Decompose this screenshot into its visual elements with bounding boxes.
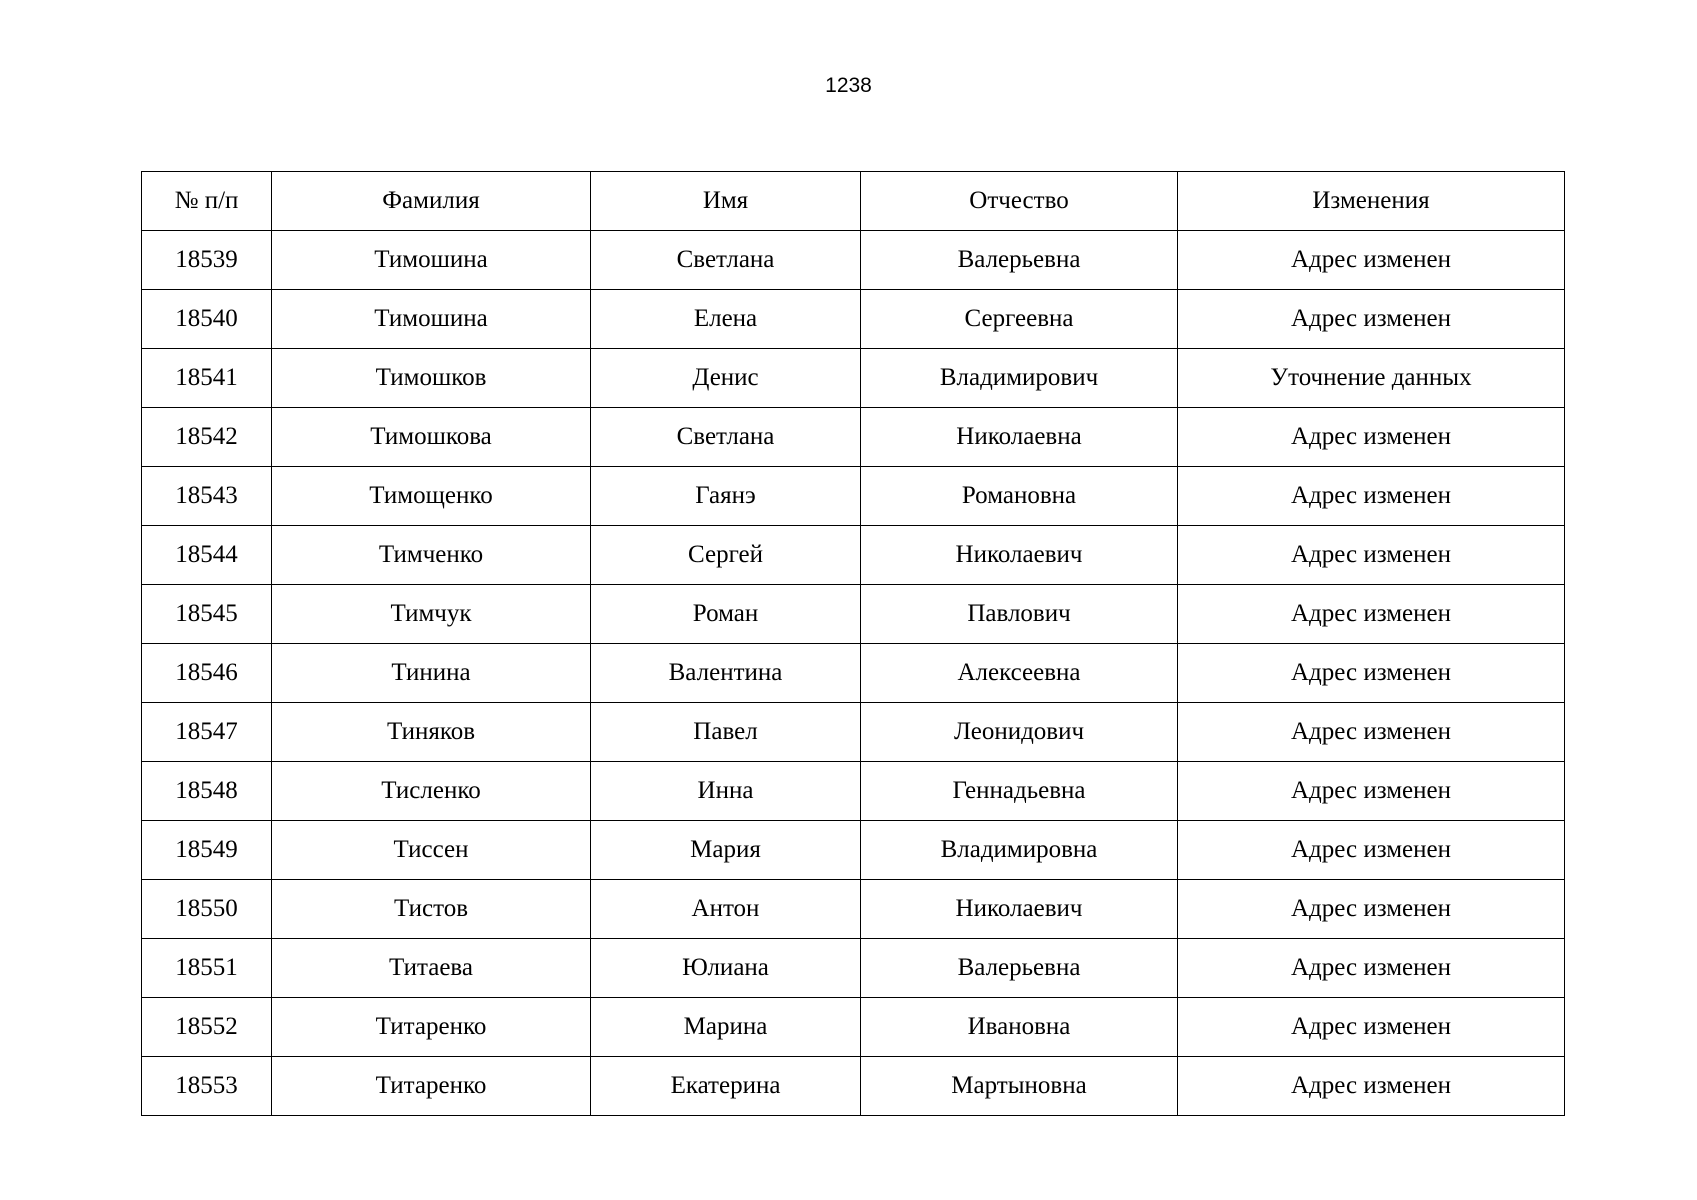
cell-changes: Адрес изменен	[1178, 998, 1565, 1057]
cell-changes: Адрес изменен	[1178, 290, 1565, 349]
cell-first-name: Павел	[591, 703, 861, 762]
cell-num: 18553	[142, 1057, 272, 1116]
table-row	[142, 408, 1565, 467]
cell-num: 18547	[142, 703, 272, 762]
cell-num: 18551	[142, 939, 272, 998]
cell-last-name: Тиссен	[272, 821, 591, 880]
table-row	[142, 644, 1565, 703]
cell-num: 18541	[142, 349, 272, 408]
cell-num: 18543	[142, 467, 272, 526]
cell-patronymic: Владимировна	[861, 821, 1178, 880]
cell-first-name: Екатерина	[591, 1057, 861, 1116]
table-row	[142, 1057, 1565, 1116]
table-body	[142, 231, 1565, 1116]
cell-num: 18545	[142, 585, 272, 644]
cell-changes: Адрес изменен	[1178, 644, 1565, 703]
cell-num: 18542	[142, 408, 272, 467]
cell-changes: Уточнение данных	[1178, 349, 1565, 408]
cell-last-name: Тистов	[272, 880, 591, 939]
table-row	[142, 467, 1565, 526]
cell-first-name: Юлиана	[591, 939, 861, 998]
cell-first-name: Марина	[591, 998, 861, 1057]
cell-changes: Адрес изменен	[1178, 703, 1565, 762]
table-row	[142, 231, 1565, 290]
cell-first-name: Инна	[591, 762, 861, 821]
cell-first-name: Гаянэ	[591, 467, 861, 526]
cell-first-name: Светлана	[591, 408, 861, 467]
cell-changes: Адрес изменен	[1178, 1057, 1565, 1116]
page-number: 1238	[825, 74, 872, 97]
table-header	[142, 172, 1565, 231]
cell-patronymic: Николаевич	[861, 880, 1178, 939]
header-num: № п/п	[142, 172, 272, 231]
cell-last-name: Тимошков	[272, 349, 591, 408]
table-row	[142, 585, 1565, 644]
cell-changes: Адрес изменен	[1178, 762, 1565, 821]
table-row	[142, 762, 1565, 821]
cell-changes: Адрес изменен	[1178, 939, 1565, 998]
cell-first-name: Роман	[591, 585, 861, 644]
cell-last-name: Тимошина	[272, 231, 591, 290]
cell-first-name: Светлана	[591, 231, 861, 290]
cell-patronymic: Геннадьевна	[861, 762, 1178, 821]
cell-last-name: Тимчук	[272, 585, 591, 644]
cell-last-name: Тимченко	[272, 526, 591, 585]
header-last-name: Фамилия	[272, 172, 591, 231]
cell-changes: Адрес изменен	[1178, 821, 1565, 880]
cell-patronymic: Романовна	[861, 467, 1178, 526]
cell-first-name: Денис	[591, 349, 861, 408]
cell-num: 18549	[142, 821, 272, 880]
table-row	[142, 880, 1565, 939]
cell-changes: Адрес изменен	[1178, 467, 1565, 526]
cell-changes: Адрес изменен	[1178, 585, 1565, 644]
cell-last-name: Титаренко	[272, 998, 591, 1057]
registry-table	[141, 171, 1565, 1116]
header-first-name: Имя	[591, 172, 861, 231]
cell-last-name: Титаева	[272, 939, 591, 998]
cell-changes: Адрес изменен	[1178, 408, 1565, 467]
header-patronymic: Отчество	[861, 172, 1178, 231]
cell-last-name: Тисленко	[272, 762, 591, 821]
cell-first-name: Сергей	[591, 526, 861, 585]
table-row	[142, 526, 1565, 585]
table-row	[142, 349, 1565, 408]
cell-changes: Адрес изменен	[1178, 231, 1565, 290]
cell-patronymic: Николаевич	[861, 526, 1178, 585]
cell-patronymic: Мартыновна	[861, 1057, 1178, 1116]
table-row	[142, 821, 1565, 880]
cell-patronymic: Валерьевна	[861, 231, 1178, 290]
table-row	[142, 290, 1565, 349]
table-row	[142, 939, 1565, 998]
cell-num: 18552	[142, 998, 272, 1057]
cell-num: 18540	[142, 290, 272, 349]
cell-patronymic: Николаевна	[861, 408, 1178, 467]
cell-num: 18539	[142, 231, 272, 290]
cell-num: 18546	[142, 644, 272, 703]
cell-num: 18550	[142, 880, 272, 939]
cell-last-name: Тинина	[272, 644, 591, 703]
cell-last-name: Тимошкова	[272, 408, 591, 467]
cell-first-name: Мария	[591, 821, 861, 880]
cell-patronymic: Алексеевна	[861, 644, 1178, 703]
cell-first-name: Антон	[591, 880, 861, 939]
cell-first-name: Валентина	[591, 644, 861, 703]
header-row	[142, 172, 1565, 231]
cell-num: 18548	[142, 762, 272, 821]
cell-patronymic: Ивановна	[861, 998, 1178, 1057]
cell-first-name: Елена	[591, 290, 861, 349]
cell-last-name: Тимощенко	[272, 467, 591, 526]
cell-changes: Адрес изменен	[1178, 880, 1565, 939]
cell-patronymic: Сергеевна	[861, 290, 1178, 349]
table-row	[142, 703, 1565, 762]
cell-patronymic: Владимирович	[861, 349, 1178, 408]
cell-last-name: Тимошина	[272, 290, 591, 349]
cell-patronymic: Валерьевна	[861, 939, 1178, 998]
cell-last-name: Тиняков	[272, 703, 591, 762]
header-changes: Изменения	[1178, 172, 1565, 231]
table-row	[142, 998, 1565, 1057]
cell-num: 18544	[142, 526, 272, 585]
cell-changes: Адрес изменен	[1178, 526, 1565, 585]
cell-patronymic: Леонидович	[861, 703, 1178, 762]
cell-last-name: Титаренко	[272, 1057, 591, 1116]
cell-patronymic: Павлович	[861, 585, 1178, 644]
